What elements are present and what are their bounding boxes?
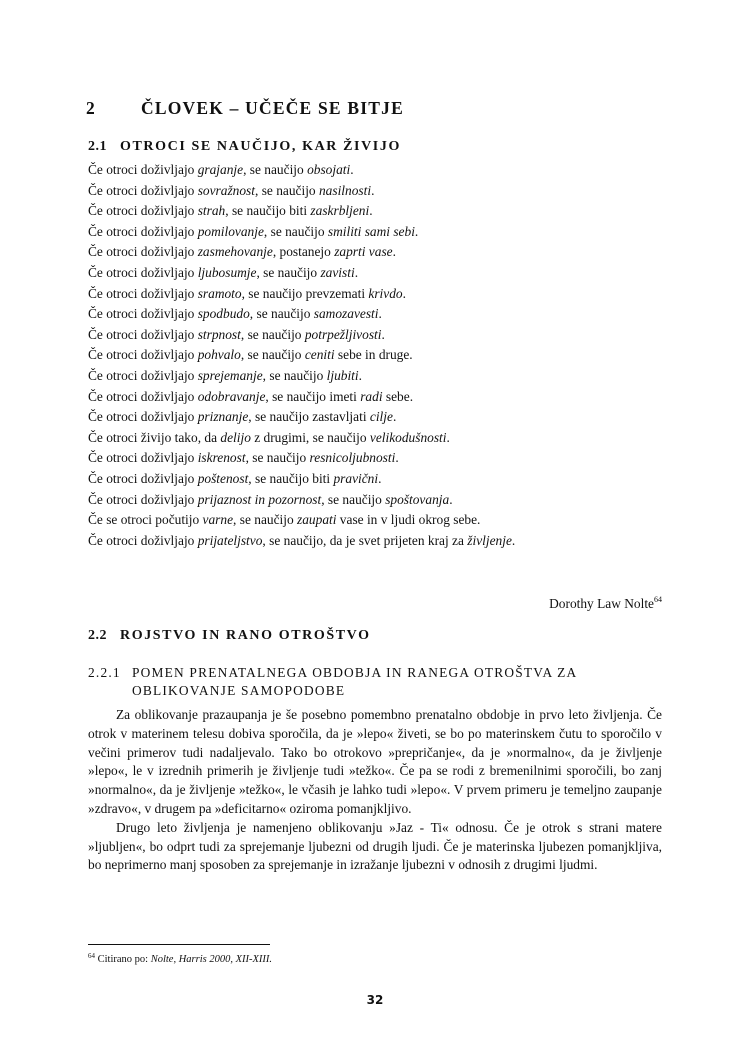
text-run: Če otroci doživljajo bbox=[88, 223, 198, 239]
text-run: , se naučijo bbox=[249, 306, 314, 322]
poem-line bbox=[88, 428, 515, 449]
poem-line bbox=[88, 304, 515, 325]
text-run: Če otroci doživljajo bbox=[88, 203, 198, 219]
poem bbox=[88, 160, 515, 551]
emphasized-text: zaupati bbox=[297, 512, 337, 528]
text-run: , se naučijo biti bbox=[248, 470, 334, 486]
section-heading-2-1 bbox=[88, 139, 401, 155]
author-name: Dorothy Law Nolte bbox=[549, 596, 654, 611]
emphasized-text: varne bbox=[202, 512, 234, 528]
page-number: 32 bbox=[366, 993, 384, 1007]
text-run: . bbox=[402, 285, 406, 301]
poem-line bbox=[88, 325, 515, 346]
text-run: , se naučijo bbox=[245, 450, 310, 466]
chapter-heading bbox=[86, 98, 404, 119]
emphasized-text: odobravanje bbox=[197, 388, 266, 404]
text-run: Če se otroci počutijo bbox=[88, 512, 203, 528]
paragraph: Za oblikovanje prazaupanja je še posebno pomembno prenatalno obdobje in prvo leto življenja. Če otrok v materinem telesu dobiva sporočila, da je »lepo« živeti, se bo po materinskem čutu to sporočilo v večini primerov tudi nadaljevalo. Tako bo otrokovo »prepričanje«, da je »normalno«, da je življenje »lepo«, le v izrednih primerih je življenje tudi »težko«. Če pa se rodi z bremenilnimi sporočili, bo zanj »normalno«, da je življenje »težko«, le včasih je lahko tudi »lepo«. V prvem primeru je temeljno zaupanje »zdravo«, v drugem pa »deficitarno« oziroma pomanjkljivo. bbox=[88, 707, 662, 816]
subsection-heading-2-2-1 bbox=[88, 664, 668, 700]
poem-author bbox=[549, 595, 662, 612]
text-run: Če otroci živijo tako, da bbox=[88, 429, 221, 445]
footnote bbox=[88, 952, 272, 965]
text-run: Če otroci doživljajo bbox=[88, 388, 198, 404]
emphasized-text: spodbudo bbox=[197, 306, 250, 322]
text-run: , se naučijo bbox=[243, 162, 308, 177]
emphasized-text: ceniti bbox=[304, 347, 335, 363]
text-run: . bbox=[392, 244, 396, 260]
emphasized-text: priznanje bbox=[197, 409, 249, 425]
text-run: . bbox=[381, 326, 385, 342]
emphasized-text: sramoto bbox=[197, 285, 242, 301]
emphasized-text: cilje bbox=[369, 409, 393, 425]
text-run: . bbox=[369, 203, 373, 219]
emphasized-text: krivdo bbox=[368, 285, 403, 301]
footnote-ref[interactable]: 64 bbox=[654, 595, 662, 604]
emphasized-text: sprejemanje bbox=[197, 367, 263, 383]
subsection-number: 2.2.1 bbox=[88, 665, 121, 680]
text-run: . bbox=[414, 223, 419, 239]
text-run: Če otroci doživljajo bbox=[88, 326, 198, 342]
text-run: , se naučijo zastavljati bbox=[248, 409, 370, 425]
poem-line bbox=[88, 387, 515, 408]
text-run: . bbox=[378, 470, 382, 486]
text-run: , se naučijo bbox=[240, 326, 305, 342]
emphasized-text: sovražnost bbox=[197, 182, 255, 198]
emphasized-text: smiliti sami sebi bbox=[327, 223, 415, 239]
poem-line bbox=[88, 345, 515, 366]
text-run: , se naučijo bbox=[233, 512, 298, 528]
subsection-title-line2: OBLIKOVANJE SAMOPODOBE bbox=[132, 683, 346, 698]
emphasized-text: resnicoljubnosti bbox=[309, 450, 396, 466]
text-run: , se naučijo bbox=[255, 182, 319, 198]
emphasized-text: velikodušnosti bbox=[369, 429, 447, 445]
text-run: Če otroci doživljajo bbox=[88, 367, 198, 383]
text-run: . bbox=[511, 532, 516, 548]
emphasized-text: zaskrbljeni bbox=[310, 203, 370, 219]
text-run: Če otroci doživljajo bbox=[88, 306, 198, 322]
footnote-number: 64 bbox=[88, 952, 95, 960]
emphasized-text: poštenost bbox=[197, 470, 249, 486]
poem-line bbox=[88, 531, 515, 552]
text-run: , se naučijo bbox=[321, 491, 386, 507]
poem-line bbox=[88, 201, 515, 222]
emphasized-text: ljubiti bbox=[326, 367, 359, 383]
poem-line bbox=[88, 469, 515, 490]
emphasized-text: pohvalo bbox=[197, 347, 241, 363]
emphasized-text: zaprti vase bbox=[334, 244, 393, 260]
text-run: , se naučijo, da je svet prijeten kraj za bbox=[262, 532, 468, 548]
text-run: . bbox=[371, 182, 375, 198]
poem-line bbox=[88, 366, 515, 387]
chapter-number: 2 bbox=[86, 98, 96, 118]
emphasized-text: nasilnosti bbox=[318, 182, 372, 198]
emphasized-text: prijateljstvo bbox=[197, 532, 263, 548]
section-heading-2-2 bbox=[88, 628, 371, 644]
poem-line bbox=[88, 448, 515, 469]
subsection-title-line1: POMEN PRENATALNEGA OBDOBJA IN RANEGA OTROŠTVA ZA bbox=[132, 665, 578, 680]
text-run: . bbox=[358, 367, 362, 383]
body-text bbox=[88, 706, 662, 875]
emphasized-text: obsojati bbox=[307, 162, 351, 177]
text-run: Če otroci doživljajo bbox=[88, 347, 198, 363]
text-run: . bbox=[449, 491, 453, 507]
emphasized-text: iskrenost bbox=[197, 450, 246, 466]
text-run: , se naučijo imeti bbox=[265, 388, 361, 404]
text-run: Če otroci doživljajo bbox=[88, 244, 198, 260]
text-run: , se naučijo biti bbox=[225, 203, 311, 219]
text-run: . bbox=[395, 450, 399, 466]
text-run: , se naučijo bbox=[240, 347, 305, 363]
paragraph: Drugo leto življenja je namenjeno oblikovanju »Jaz - Ti« odnosu. Če je otrok s strani matere »ljubljen«, bo odprt tudi za sprejemanje ljubezni od drugih ljudi. Če je materinska ljubezen pomanjkljiva, bo neprimerno manj sposoben za sprejemanje in izražanje ljubezni v odnosih z drugimi ljudmi. bbox=[88, 819, 662, 873]
poem-line bbox=[88, 242, 515, 263]
text-run: Če otroci doživljajo bbox=[88, 182, 198, 198]
emphasized-text: delijo bbox=[220, 429, 251, 445]
text-run: . bbox=[446, 429, 450, 445]
poem-line bbox=[88, 407, 515, 428]
text-run: . bbox=[392, 409, 397, 425]
footnote-prefix: Citirano po: bbox=[97, 954, 151, 965]
text-run: Če otroci doživljajo bbox=[88, 450, 198, 466]
poem-line bbox=[88, 181, 515, 202]
text-run: , postanejo bbox=[272, 244, 335, 260]
section-title: ROJSTVO IN RANO OTROŠTVO bbox=[120, 628, 371, 643]
text-run: , se naučijo prevzemati bbox=[241, 285, 369, 301]
text-run: sebe. bbox=[382, 388, 414, 404]
text-run: , se naučijo bbox=[256, 264, 321, 280]
text-run: Če otroci doživljajo bbox=[88, 470, 198, 486]
section-title: OTROCI SE NAUČIJO, KAR ŽIVIJO bbox=[120, 139, 401, 154]
section-number: 2.1 bbox=[88, 139, 107, 154]
emphasized-text: strah bbox=[197, 203, 226, 219]
chapter-title: ČLOVEK – UČEČE SE BITJE bbox=[141, 98, 404, 118]
footnote-separator bbox=[88, 944, 270, 945]
text-run: . bbox=[354, 264, 359, 280]
emphasized-text: življenje bbox=[467, 532, 512, 548]
emphasized-text: ljubosumje bbox=[197, 264, 257, 280]
text-run: , se naučijo bbox=[262, 367, 327, 383]
text-run: Če otroci doživljajo bbox=[88, 532, 198, 548]
text-run: . bbox=[378, 306, 382, 322]
text-run: , se naučijo bbox=[263, 223, 328, 239]
poem-line bbox=[88, 490, 515, 511]
poem-line bbox=[88, 510, 515, 531]
emphasized-text: samozavesti bbox=[313, 306, 379, 322]
emphasized-text: potrpežljivosti bbox=[304, 326, 382, 342]
poem-line bbox=[88, 263, 515, 284]
emphasized-text: radi bbox=[360, 388, 383, 404]
emphasized-text: pravični bbox=[333, 470, 379, 486]
emphasized-text: grajanje bbox=[197, 162, 244, 177]
text-run: Če otroci doživljajo bbox=[88, 409, 198, 425]
text-run: z drugimi, se naučijo bbox=[250, 429, 370, 445]
section-number: 2.2 bbox=[88, 628, 107, 643]
poem-line bbox=[88, 222, 515, 243]
footnote-citation: Nolte, Harris 2000, XII-XIII. bbox=[150, 954, 273, 965]
emphasized-text: spoštovanja bbox=[385, 491, 450, 507]
emphasized-text: pomilovanje bbox=[197, 223, 264, 239]
emphasized-text: prijaznost in pozornost bbox=[197, 491, 322, 507]
emphasized-text: strpnost bbox=[197, 326, 241, 342]
emphasized-text: zasmehovanje bbox=[197, 244, 273, 260]
text-run: vase in v ljudi okrog sebe. bbox=[336, 512, 481, 528]
poem-line bbox=[88, 160, 515, 181]
poem-line bbox=[88, 284, 515, 305]
text-run: . bbox=[350, 162, 354, 177]
text-run: Če otroci doživljajo bbox=[88, 491, 198, 507]
text-run: Če otroci doživljajo bbox=[88, 285, 198, 301]
text-run: Če otroci doživljajo bbox=[88, 162, 198, 177]
text-run: sebe in druge. bbox=[334, 347, 413, 363]
text-run: Če otroci doživljajo bbox=[88, 264, 198, 280]
emphasized-text: zavisti bbox=[320, 264, 355, 280]
